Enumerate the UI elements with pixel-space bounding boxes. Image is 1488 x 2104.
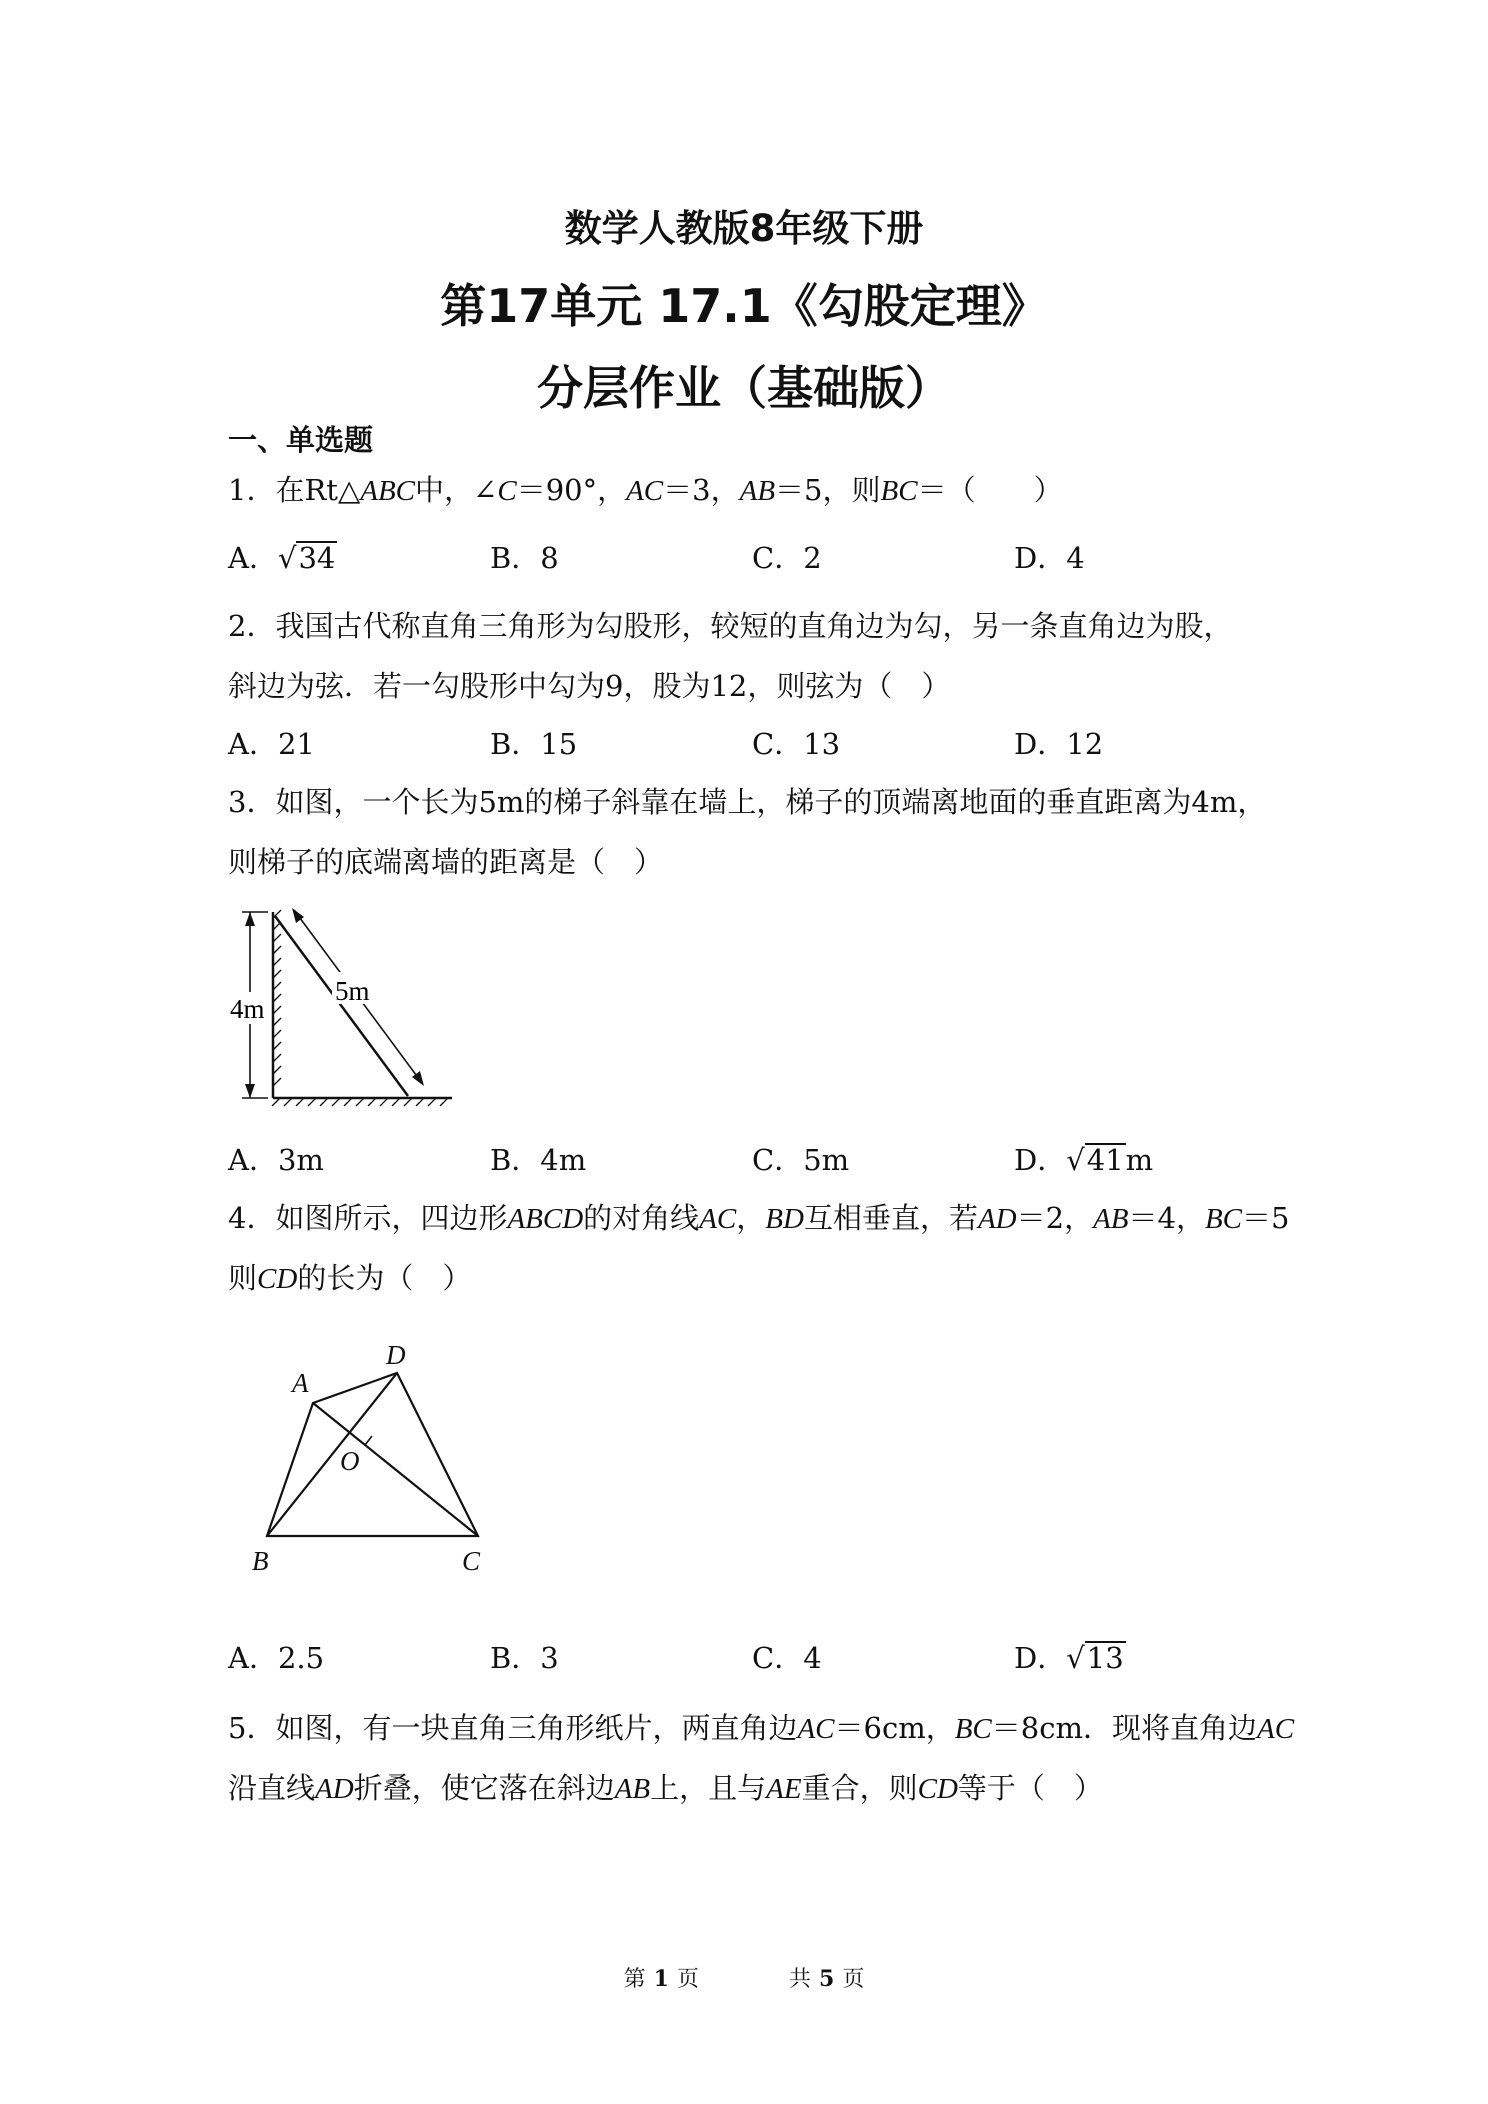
question-2-line-1: 2．我国古代称直角三角形为勾股形，较短的直角边为勾，另一条直角边为股， <box>228 609 1233 643</box>
q4-option-c: C．4 <box>752 1641 822 1675</box>
q1-text: ＝3， <box>663 473 740 507</box>
page-number: 1 <box>653 1966 669 1992</box>
q5-math: AD <box>315 1773 354 1805</box>
sqrt-symbol: √ <box>1066 1641 1085 1675</box>
q4-option-a: A．2.5 <box>228 1641 325 1675</box>
option-label: D． <box>1014 1143 1067 1177</box>
q5-math: AC <box>797 1713 835 1745</box>
q4-option-d <box>1014 1636 1126 1677</box>
sqrt-symbol: √ <box>1066 1143 1085 1177</box>
question-4-line-2 <box>228 1256 471 1297</box>
q5-math: CD <box>917 1773 958 1805</box>
label-c: C <box>462 1546 481 1576</box>
unit-title: 第17单元 17.1《勾股定理》 <box>440 279 1048 333</box>
q5-text: 上，且与 <box>650 1771 767 1805</box>
q4-text: 的对角线 <box>583 1201 700 1235</box>
label-d: D <box>386 1340 406 1370</box>
q2-option-b: B．15 <box>490 727 578 761</box>
q4-math: AD <box>977 1203 1017 1235</box>
question-5-line-1 <box>228 1706 1294 1747</box>
q1-math: AB <box>739 475 776 507</box>
q1-text: ＝90°， <box>516 473 627 507</box>
q4-text: ＝2， <box>1016 1201 1094 1235</box>
document-title: 数学人教版8年级下册 <box>564 207 924 250</box>
q5-text: 等于（ ） <box>957 1771 1103 1805</box>
ladder-label: 5m <box>335 976 370 1006</box>
ladder-line <box>275 916 408 1096</box>
q2-option-d: D．12 <box>1014 727 1104 761</box>
q5-text: ＝8cm．现将直角边 <box>991 1711 1257 1745</box>
q4-text: 4．如图所示，四边形 <box>228 1201 508 1235</box>
q4-text: 互相垂直，若 <box>803 1201 978 1235</box>
radicand: 41 <box>1086 1143 1124 1177</box>
q1-math: BC <box>880 475 918 507</box>
question-4-line-1 <box>228 1196 1289 1237</box>
q3-option-d <box>1014 1138 1153 1179</box>
footer-text: 页 <box>842 1967 865 1992</box>
label-b: B <box>252 1546 269 1576</box>
q4-math: BD <box>765 1203 804 1235</box>
footer-text: 共 <box>789 1967 812 1992</box>
section-heading: 一、单选题 <box>228 423 374 457</box>
height-label: 4m <box>230 994 265 1024</box>
diagonal-ac <box>313 1403 478 1536</box>
q5-text: 折叠，使它落在斜边 <box>353 1771 615 1805</box>
right-angle-mark <box>356 1436 372 1445</box>
q1-option-d: D．4 <box>1014 541 1085 575</box>
unit: m <box>1125 1143 1154 1177</box>
q1-text: ＝（ ） <box>917 473 1063 507</box>
radicand: 34 <box>298 541 336 575</box>
label-o: O <box>340 1446 360 1476</box>
q1-math: AC <box>626 475 664 507</box>
q4-text: ， <box>736 1201 766 1235</box>
sqrt-symbol: √ <box>277 541 297 575</box>
q1-text: 1．在Rt△ <box>228 473 361 507</box>
q4-text: 的长为（ ） <box>297 1261 472 1295</box>
q5-math: AB <box>614 1773 651 1805</box>
option-label: D． <box>1014 1641 1067 1675</box>
worksheet-subtitle: 分层作业（基础版） <box>537 361 951 415</box>
q2-option-a: A．21 <box>228 727 315 761</box>
q4-text: 则 <box>228 1261 258 1295</box>
q4-math: AC <box>699 1203 737 1235</box>
q1-option-b: B．8 <box>490 541 559 575</box>
page-footer <box>0 1962 1488 1993</box>
question-2-line-2: 斜边为弦．若一勾股形中勾为9，股为12，则弦为（ ） <box>228 669 951 703</box>
q2-option-c: C．13 <box>752 727 841 761</box>
total-pages: 5 <box>819 1966 835 1992</box>
q5-math: AE <box>766 1773 802 1805</box>
q5-math: BC <box>954 1713 992 1745</box>
q3-option-b: B．4m <box>490 1143 587 1177</box>
q1-option-a <box>228 536 337 577</box>
q5-text: 5．如图，有一块直角三角形纸片，两直角边 <box>228 1711 798 1745</box>
question-5-line-2 <box>228 1766 1103 1807</box>
footer-text: 第 <box>623 1967 646 1992</box>
q3-option-a: A．3m <box>228 1143 324 1177</box>
q4-math: AB <box>1093 1203 1129 1235</box>
radicand: 13 <box>1086 1641 1124 1675</box>
q1-math: C <box>497 475 517 507</box>
q4-math: BC <box>1204 1203 1243 1235</box>
q5-text: 沿直线 <box>228 1771 316 1805</box>
q1-math: ABC <box>360 475 416 507</box>
q1-option-c: C．2 <box>752 541 822 575</box>
q4-text: ＝4， <box>1128 1201 1205 1235</box>
quadrilateral-figure <box>240 1336 500 1576</box>
question-1 <box>228 468 1063 509</box>
q1-text: 中，∠ <box>415 473 498 507</box>
question-3-line-2: 则梯子的底端离墙的距离是（ ） <box>228 845 664 879</box>
q4-math: CD <box>257 1263 298 1295</box>
q1-text: ＝5，则 <box>775 473 881 507</box>
footer-text: 页 <box>676 1967 699 1992</box>
q4-math: ABCD <box>507 1203 584 1235</box>
q5-text: ＝6cm， <box>834 1711 955 1745</box>
q5-text: 重合，则 <box>801 1771 918 1805</box>
q5-math: AC <box>1256 1713 1295 1745</box>
q4-option-b: B．3 <box>490 1641 559 1675</box>
question-3-line-1: 3．如图，一个长为5m的梯子斜靠在墙上，梯子的顶端离地面的垂直距离为4m， <box>228 785 1267 819</box>
q3-option-c: C．5m <box>752 1143 850 1177</box>
ladder-figure <box>220 900 460 1110</box>
label-a: A <box>292 1368 309 1398</box>
q4-text: ＝5 <box>1242 1201 1290 1235</box>
option-label: A． <box>228 541 278 575</box>
